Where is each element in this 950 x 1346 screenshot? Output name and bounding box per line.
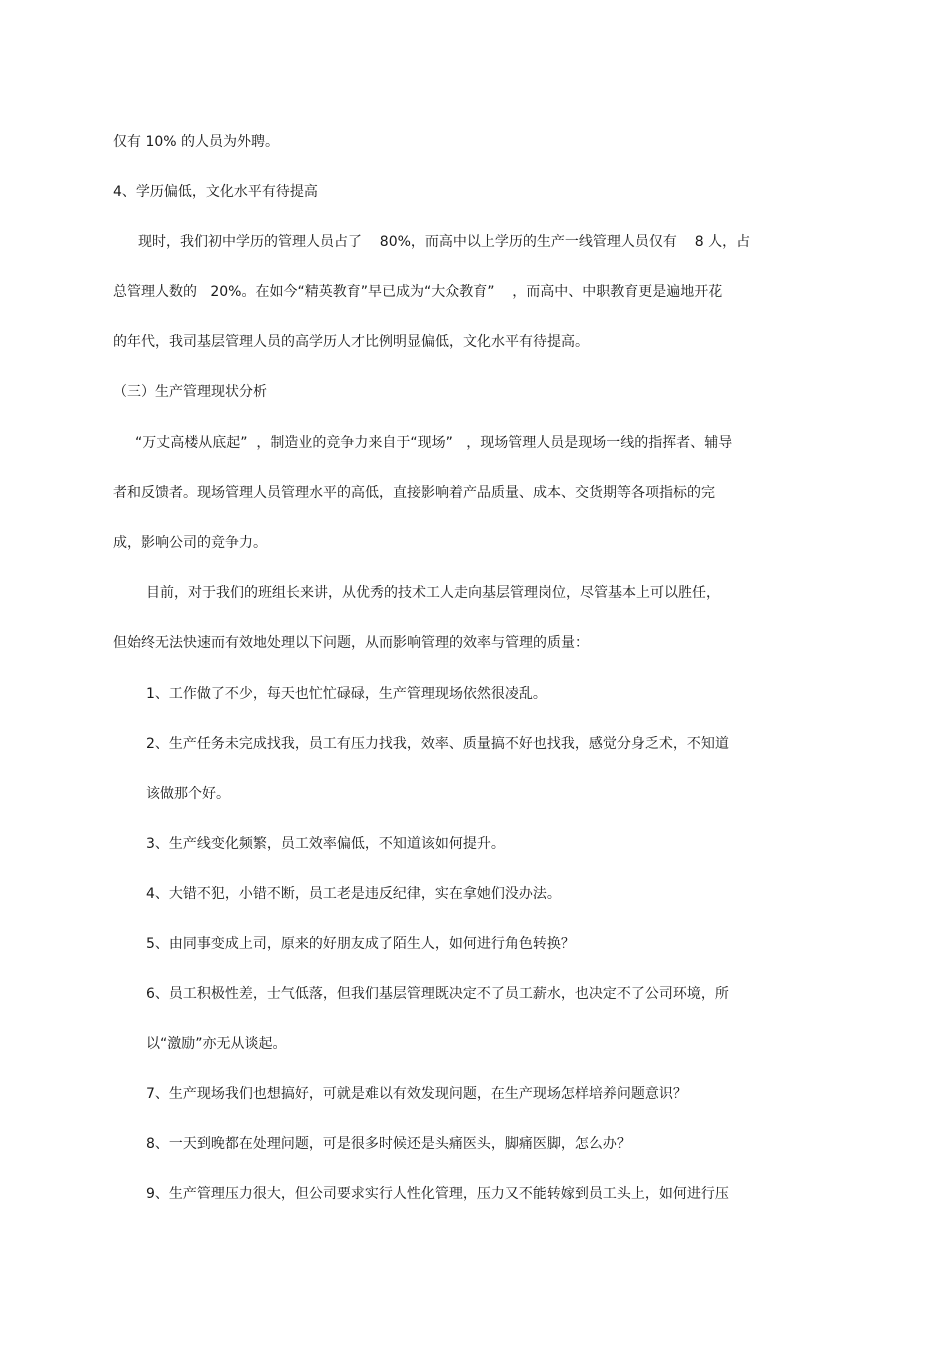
list-item: 9、生产管理压力很大，但公司要求实行人性化管理，压力又不能转嫁到员工头上，如何进行压 bbox=[146, 1186, 729, 1202]
text-line: 仅有 10% 的人员为外聘。 bbox=[113, 134, 280, 150]
text-line: 但始终无法快速而有效地处理以下问题，从而影响管理的效率与管理的质量： bbox=[113, 635, 589, 651]
list-item: 2、生产任务未完成找我，员工有压力找我，效率、质量搞不好也找我，感觉分身乏术，不知道 bbox=[146, 736, 729, 752]
text-line: 成，影响公司的竞争力。 bbox=[113, 535, 267, 551]
text-line: “万丈高楼从底起” ，制造业的竞争力来自于“现场” ，现场管理人员是现场一线的指挥者、辅导 bbox=[135, 435, 733, 451]
list-item: 4、大错不犯，小错不断，员工老是违反纪律，实在拿她们没办法。 bbox=[146, 886, 561, 902]
list-item: 8、一天到晚都在处理问题，可是很多时候还是头痛医头，脚痛医脚，怎么办？ bbox=[146, 1136, 631, 1152]
list-item: 5、由同事变成上司，原来的好朋友成了陌生人，如何进行角色转换？ bbox=[146, 936, 575, 952]
text-line: 的年代，我司基层管理人员的高学历人才比例明显偏低，文化水平有待提高。 bbox=[113, 334, 589, 350]
list-item: 6、员工积极性差，士气低落，但我们基层管理既决定不了员工薪水，也决定不了公司环境，所 bbox=[146, 986, 729, 1002]
text-line: 现时，我们初中学历的管理人员占了 80%，而高中以上学历的生产一线管理人员仅有 8 人，占 bbox=[138, 234, 751, 250]
text-line: 者和反馈者。现场管理人员管理水平的高低，直接影响着产品质量、成本、交货期等各项指标的完 bbox=[113, 485, 715, 501]
list-item-continuation: 该做那个好。 bbox=[146, 786, 230, 802]
list-item: 1、工作做了不少，每天也忙忙碌碌，生产管理现场依然很凌乱。 bbox=[146, 686, 547, 702]
text-line: 目前，对于我们的班组长来讲，从优秀的技术工人走向基层管理岗位，尽管基本上可以胜任， bbox=[146, 585, 720, 601]
list-item: 7、生产现场我们也想搞好，可就是难以有效发现问题，在生产现场怎样培养问题意识？ bbox=[146, 1086, 687, 1102]
section-heading: 4、学历偏低，文化水平有待提高 bbox=[113, 184, 318, 200]
text-line: 总管理人数的 20%。在如今“精英教育”早已成为“大众教育” ，而高中、中职教育更是遍地开花 bbox=[113, 284, 723, 300]
section-heading: （三）生产管理现状分析 bbox=[113, 384, 267, 400]
list-item-continuation: 以“激励”亦无从谈起。 bbox=[146, 1036, 287, 1052]
list-item: 3、生产线变化频繁，员工效率偏低，不知道该如何提升。 bbox=[146, 836, 505, 852]
